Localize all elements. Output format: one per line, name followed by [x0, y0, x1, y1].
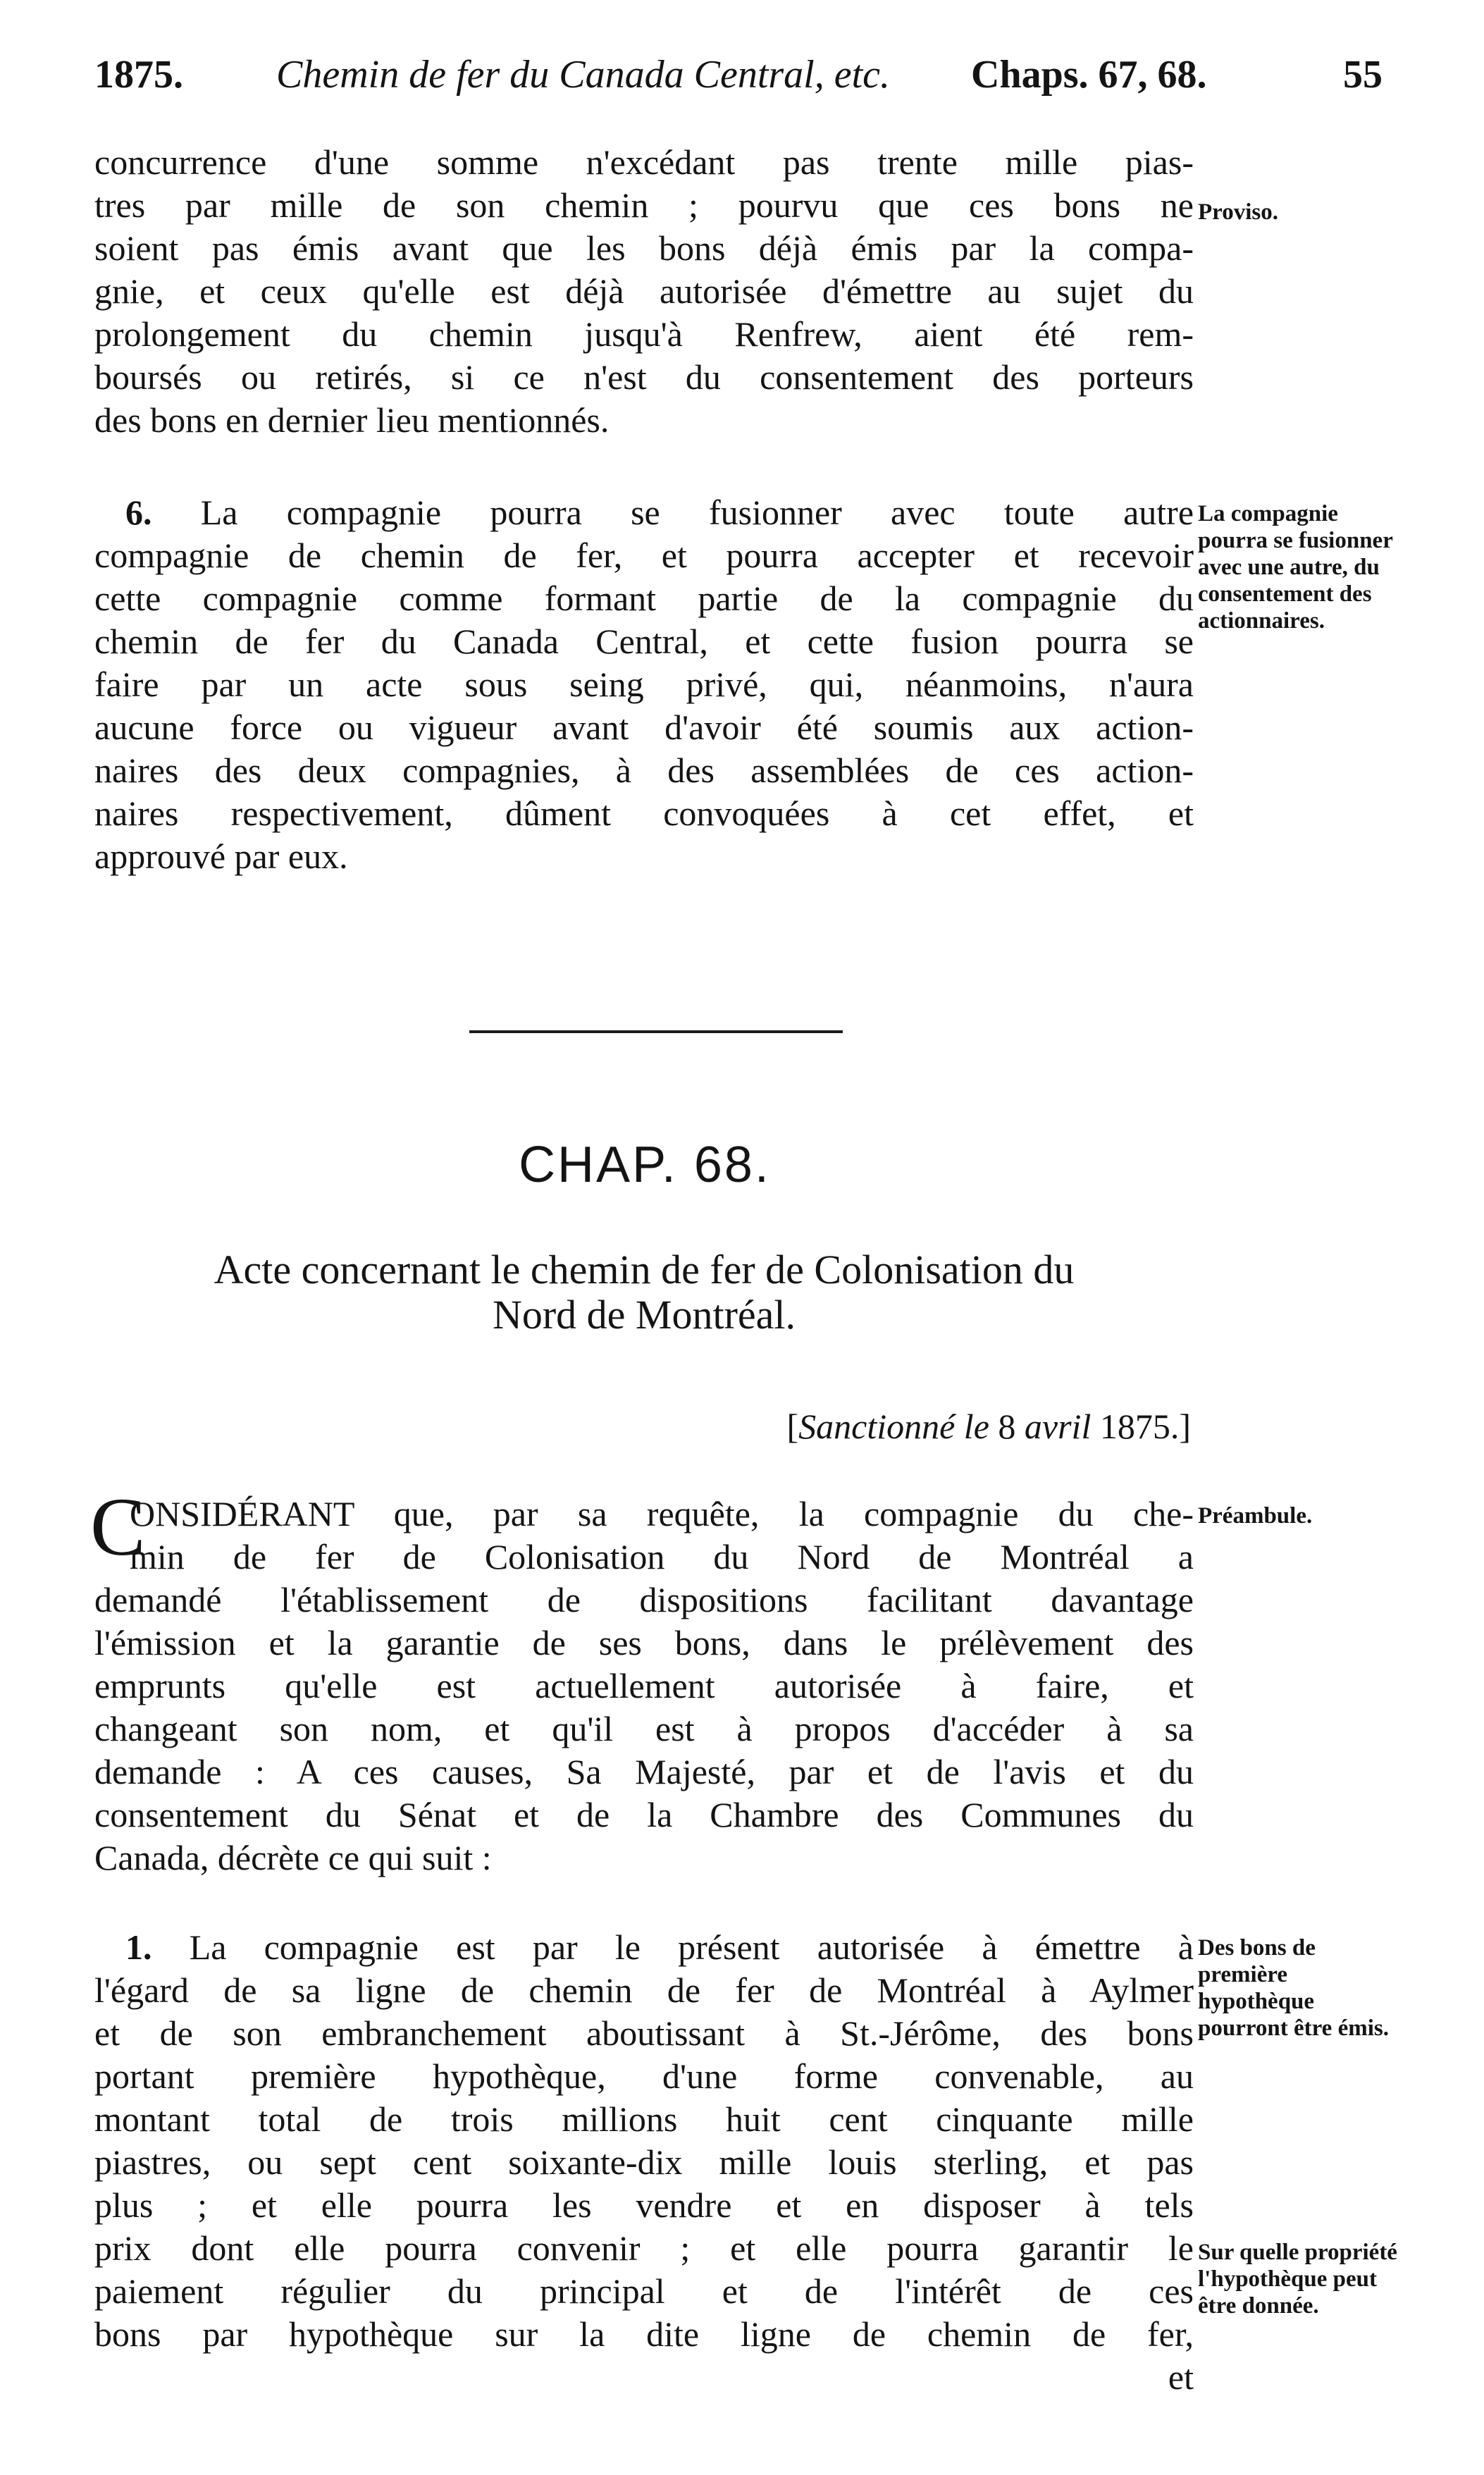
bracket: [: [786, 1407, 799, 1446]
text-line: des bons en dernier lieu mentionnés.: [94, 400, 610, 440]
sanction-year: 1875.]: [1099, 1407, 1191, 1446]
section-continued: [94, 141, 1194, 442]
text-line: montant total de trois millions huit cent cinquante mille: [94, 2099, 1194, 2139]
act-title-line: Nord de Montréal.: [492, 1292, 796, 1338]
section-number: 1.: [125, 1927, 152, 1967]
catchword: et: [1168, 2357, 1194, 2397]
section-1-first-line: La compagnie est par le présent autorisée à émettre à: [189, 1927, 1194, 1967]
text-line: min de fer de Colonisation du Nord de Montréal a: [130, 1537, 1194, 1576]
text-line: et de son embranchement aboutissant à St.-Jérôme, des bons: [94, 2013, 1194, 2053]
text-line: concurrence d'une somme n'excédant pas trente mille pias-: [94, 142, 1194, 182]
text-line: demande : A ces causes, Sa Majesté, par et de l'avis et du: [94, 1752, 1194, 1791]
sanction-label: Sanctionné le: [798, 1407, 989, 1446]
text-line: l'égard de sa ligne de chemin de fer de Montréal à Aylmer: [94, 1970, 1194, 2010]
text-line: boursés ou retirés, si ce n'est du consentement des porteurs: [94, 357, 1194, 397]
sanction-date: [634, 1406, 1191, 1447]
act-title: [94, 1247, 1194, 1338]
text-line: emprunts qu'elle est actuellement autorisée à faire, et: [94, 1666, 1194, 1705]
text-line: consentement du Sénat et de la Chambre des Communes du: [94, 1795, 1194, 1834]
margin-note-hypotheque: Sur quelle propriété l'hypothèque peut être donnée.: [1198, 2240, 1397, 2319]
text-line: faire par un acte sous seing privé, qui, néanmoins, n'aura: [94, 665, 1194, 704]
text-line: soient pas émis avant que les bons déjà émis par la compa-: [94, 228, 1194, 268]
chapter-heading: CHAP. 68.: [519, 1137, 771, 1193]
text-line: aucune force ou vigueur avant d'avoir été soumis aux action-: [94, 708, 1194, 747]
section-1: [94, 1926, 1194, 2399]
text-line: piastres, ou sept cent soixante-dix mille louis sterling, et pas: [94, 2142, 1194, 2182]
text-line: ONSIDÉRANT que, par sa requête, la compagnie du che-: [130, 1494, 1194, 1533]
text-line: prolongement du chemin jusqu'à Renfrew, aient été rem-: [94, 314, 1194, 354]
sanction-month: avril: [1024, 1407, 1092, 1446]
text-line: Canada, décrète ce qui suit :: [94, 1838, 492, 1877]
section-6-first-line: La compagnie pourra se fusionner avec toute autre: [200, 493, 1194, 532]
text-line: paiement régulier du principal et de l'intérêt de ces: [94, 2271, 1194, 2311]
act-title-line: Acte concernant le chemin de fer de Colonisation du: [214, 1247, 1075, 1292]
margin-note-fusion: La compagnie pourra se fusionner avec une autre, du consentement des actionnaires.: [1198, 501, 1393, 634]
margin-note-bons: Des bons de première hypothèque pourront être émis.: [1198, 1935, 1389, 2041]
text-line: changeant son nom, et qu'il est à propos d'accéder à sa: [94, 1709, 1194, 1748]
text-line: demandé l'établissement de dispositions facilitant davantage: [94, 1580, 1194, 1619]
sanction-day: 8: [998, 1407, 1016, 1446]
section-number: 6.: [125, 493, 152, 532]
text-line: chemin de fer du Canada Central, et cette fusion pourra se: [94, 622, 1194, 661]
margin-note-proviso: Proviso.: [1198, 199, 1278, 225]
preamble: [94, 1493, 1194, 1880]
section-6: [94, 491, 1194, 878]
text-line: approuvé par eux.: [94, 837, 348, 876]
header-chapters: Chaps. 67, 68.: [971, 53, 1207, 97]
header-title: Chemin de fer du Canada Central, etc.: [276, 53, 891, 97]
text-line: gnie, et ceux qu'elle est déjà autorisée d'émettre au sujet du: [94, 271, 1194, 311]
text-line: l'émission et la garantie de ses bons, dans le prélèvement des: [94, 1623, 1194, 1662]
text-line: naires des deux compagnies, à des assemblées de ces action-: [94, 751, 1194, 790]
text-line: portant première hypothèque, d'une forme convenable, au: [94, 2056, 1194, 2096]
section-divider: [469, 1030, 843, 1033]
text-line: plus ; et elle pourra les vendre et en disposer à tels: [94, 2185, 1194, 2225]
margin-note-preambule: Préambule.: [1198, 1503, 1313, 1529]
drop-cap: C: [90, 1481, 146, 1573]
text-line: cette compagnie comme formant partie de la compagnie du: [94, 579, 1194, 618]
text-line: [94, 1926, 1194, 1969]
text-line: naires respectivement, dûment convoquées à cet effet, et: [94, 794, 1194, 833]
page-number: 55: [1343, 53, 1383, 97]
text-line: bons par hypothèque sur la dite ligne de chemin de fer,: [94, 2314, 1194, 2354]
header-year: 1875.: [94, 53, 183, 97]
text-line: prix dont elle pourra convenir ; et elle pourra garantir le: [94, 2228, 1194, 2268]
text-line: compagnie de chemin de fer, et pourra accepter et recevoir: [94, 536, 1194, 575]
text-line: tres par mille de son chemin ; pourvu que ces bons ne: [94, 185, 1194, 225]
text-line: [94, 491, 1194, 534]
